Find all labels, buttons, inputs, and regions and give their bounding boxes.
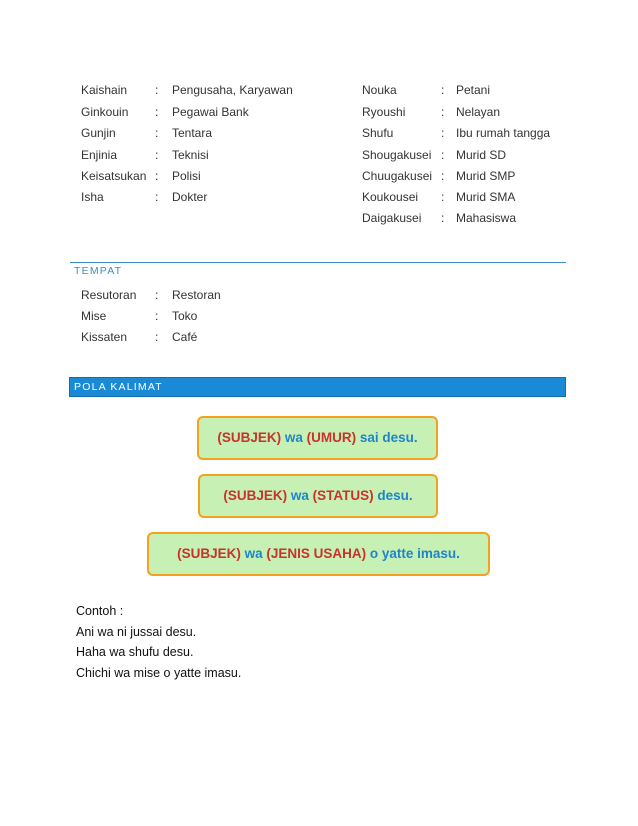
vocab-meaning: Dokter: [172, 190, 208, 204]
vocab-sep: :: [155, 169, 159, 183]
vocab-sep: :: [155, 309, 159, 323]
vocab-sep: :: [155, 126, 159, 140]
vocab-meaning: Murid SMA: [456, 190, 516, 204]
section-title-tempat: TEMPAT: [74, 265, 123, 277]
vocab-term: Ryoushi: [362, 105, 406, 119]
pattern-part: wa: [281, 430, 307, 445]
vocab-sep: :: [155, 288, 159, 302]
vocab-sep: :: [155, 190, 159, 204]
vocab-term: Koukousei: [362, 190, 419, 204]
examples-label: Contoh :: [76, 604, 124, 618]
vocab-meaning: Ibu rumah tangga: [456, 126, 551, 140]
pattern-part: (JENIS USAHA): [266, 546, 367, 561]
pattern-part: wa: [240, 546, 267, 561]
vocab-term: Gunjin: [81, 126, 116, 140]
vocab-meaning: Teknisi: [172, 148, 209, 162]
vocab-meaning: Pegawai Bank: [172, 105, 249, 119]
vocab-term: Shougakusei: [362, 148, 432, 162]
section-divider: [70, 262, 566, 263]
pattern-part: (SUBJEK): [217, 430, 282, 445]
vocab-term: Enjinia: [81, 148, 118, 162]
vocab-sep: :: [155, 330, 159, 344]
vocab-term: Keisatsukan: [81, 169, 147, 183]
vocab-meaning: Toko: [172, 309, 198, 323]
vocab-meaning: Café: [172, 330, 198, 344]
vocab-sep: :: [441, 169, 445, 183]
vocab-term: Chuugakusei: [362, 169, 433, 183]
section-header-pola-kalimat: [69, 377, 566, 397]
example-line: Haha wa shufu desu.: [76, 645, 194, 659]
pattern-part: (SUBJEK): [223, 488, 288, 503]
vocab-sep: :: [441, 126, 445, 140]
vocab-meaning: Mahasiswa: [456, 211, 517, 225]
vocab-term: Daigakusei: [362, 211, 422, 225]
vocab-meaning: Petani: [456, 83, 491, 97]
pattern-part: sai desu.: [356, 430, 418, 445]
section-title-pola-kalimat: POLA KALIMAT: [74, 381, 163, 393]
example-line: Chichi wa mise o yatte imasu.: [76, 665, 242, 680]
vocab-term: Shufu: [362, 126, 394, 140]
vocab-meaning: Polisi: [172, 169, 201, 183]
vocab-sep: :: [441, 105, 445, 119]
vocab-term: Nouka: [362, 83, 397, 97]
vocab-sep: :: [441, 148, 445, 162]
pattern-box-jenis-usaha: [147, 532, 490, 576]
vocab-sep: :: [155, 83, 159, 97]
vocab-term: Kissaten: [81, 330, 128, 344]
example-line: Ani wa ni jussai desu.: [76, 624, 197, 639]
pattern-box-status: [198, 474, 438, 518]
pattern-part: o yatte imasu.: [366, 546, 460, 561]
pattern-part: (UMUR): [306, 430, 357, 445]
vocab-meaning: Murid SMP: [456, 169, 516, 183]
vocab-term: Mise: [81, 309, 107, 323]
vocab-meaning: Pengusaha, Karyawan: [172, 83, 293, 97]
pattern-part: desu.: [373, 488, 413, 503]
vocab-sep: :: [441, 211, 445, 225]
pattern-part: (SUBJEK): [177, 546, 241, 561]
vocab-term: Isha: [81, 190, 104, 204]
vocab-meaning: Nelayan: [456, 105, 501, 119]
vocab-sep: :: [155, 105, 159, 119]
vocab-term: Kaishain: [81, 83, 128, 97]
vocab-meaning: Restoran: [172, 288, 221, 302]
vocab-meaning: Tentara: [172, 126, 213, 140]
vocab-sep: :: [155, 148, 159, 162]
vocab-meaning: Murid SD: [456, 148, 507, 162]
vocab-term: Resutoran: [81, 288, 137, 302]
vocab-term: Ginkouin: [81, 105, 129, 119]
pattern-part: (STATUS): [312, 488, 374, 503]
pattern-box-umur: [197, 416, 438, 460]
pattern-part: wa: [287, 488, 313, 503]
examples: [76, 601, 241, 683]
vocab-sep: :: [441, 190, 445, 204]
vocab-sep: :: [441, 83, 445, 97]
